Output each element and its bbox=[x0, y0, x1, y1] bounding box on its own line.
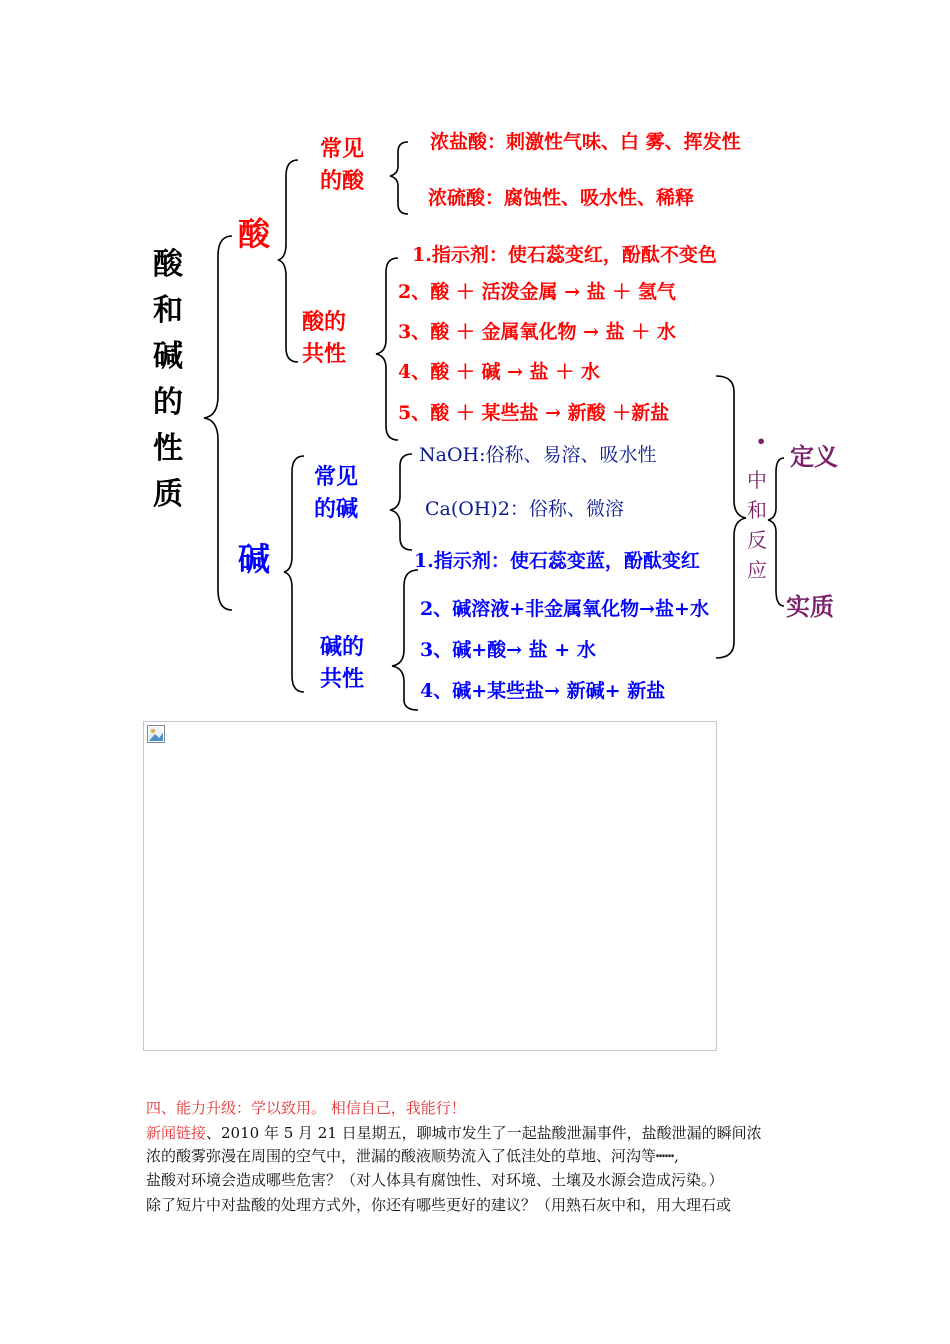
neutralization-char: 和 bbox=[747, 498, 767, 522]
common-bases-label: 常见 bbox=[314, 464, 359, 490]
title-char: 的 bbox=[153, 385, 183, 420]
acid-properties-label: 酸的 bbox=[302, 309, 347, 335]
title-char: 酸 bbox=[153, 247, 183, 282]
news-text: 、2010 年 5 月 21 日星期五，聊城市发生了一起盐酸泄漏事件，盐酸泄漏的瞬间浓 bbox=[206, 1124, 762, 1142]
title-char: 和 bbox=[153, 293, 183, 328]
news-link-label: 新闻链接 bbox=[146, 1124, 207, 1142]
bullet-dot: • bbox=[756, 432, 767, 451]
title-char: 质 bbox=[153, 477, 183, 512]
title-char: 性 bbox=[153, 431, 183, 466]
neutralization-char: 中 bbox=[747, 468, 767, 492]
base-label: 碱 bbox=[238, 540, 271, 578]
title-char: 碱 bbox=[153, 339, 183, 374]
base-property-item: 4、碱+某些盐→ 新碱+ 新盐 bbox=[420, 680, 666, 702]
common-base-item: Ca(OH)2：俗称、微溶 bbox=[425, 498, 624, 520]
common-acid-item: 浓硫酸：腐蚀性、吸水性、稀释 bbox=[428, 187, 695, 209]
acid-properties-label: 共性 bbox=[302, 341, 347, 367]
broken-image-icon bbox=[147, 725, 165, 743]
definition-label: 定义 bbox=[790, 442, 838, 471]
essence-label: 实质 bbox=[786, 592, 834, 621]
base-property-item: 3、碱+酸→ 盐 + 水 bbox=[420, 639, 596, 661]
base-property-item: 2、碱溶液+非金属氧化物→盐+水 bbox=[420, 598, 709, 620]
common-acids-label: 常见 bbox=[320, 136, 365, 162]
common-bases-label: 的碱 bbox=[314, 496, 359, 522]
news-paragraph-line: 浓的酸雾弥漫在周围的空气中，泄漏的酸液顺势流入了低洼处的草地、河沟等┅┅, bbox=[146, 1147, 679, 1165]
image-placeholder bbox=[143, 721, 717, 1051]
neutralization-label bbox=[742, 470, 772, 590]
acid-label: 酸 bbox=[238, 215, 271, 253]
neutralization-char: 反 bbox=[747, 528, 767, 552]
neutralization-char: 应 bbox=[747, 558, 767, 582]
acid-property-item: 3、酸 ＋ 金属氧化物 → 盐 ＋ 水 bbox=[398, 321, 676, 343]
section-heading: 四、能力升级：学以致用。 相信自己，我能行！ bbox=[146, 1099, 466, 1117]
common-acid-item: 浓盐酸：刺激性气味、白 雾、挥发性 bbox=[430, 131, 741, 153]
base-properties-label: 碱的 bbox=[320, 634, 365, 660]
acid-property-item: 5、酸 ＋ 某些盐 → 新酸 ＋新盐 bbox=[398, 402, 670, 424]
common-acids-label: 的酸 bbox=[320, 168, 365, 194]
news-paragraph-line bbox=[146, 1126, 762, 1141]
common-base-item: NaOH:俗称、易溶、吸水性 bbox=[419, 444, 657, 466]
mindmap-title bbox=[150, 247, 186, 526]
question-line: 盐酸对环境会造成哪些危害？（对人体具有腐蚀性、对环境、土壤及水源会造成污染。） bbox=[146, 1171, 724, 1189]
base-properties-label: 共性 bbox=[320, 666, 365, 692]
question-line: 除了短片中对盐酸的处理方式外，你还有哪些更好的建议？（用熟石灰中和，用大理石或 bbox=[146, 1196, 732, 1214]
base-property-item: 1.指示剂：使石蕊变蓝，酚酞变红 bbox=[414, 550, 700, 572]
acid-property-item: 1.指示剂：使石蕊变红，酚酞不变色 bbox=[412, 244, 717, 266]
acid-property-item: 2、酸 ＋ 活泼金属 → 盐 ＋ 氢气 bbox=[398, 281, 676, 303]
acid-property-item: 4、酸 ＋ 碱 → 盐 ＋ 水 bbox=[398, 361, 600, 383]
